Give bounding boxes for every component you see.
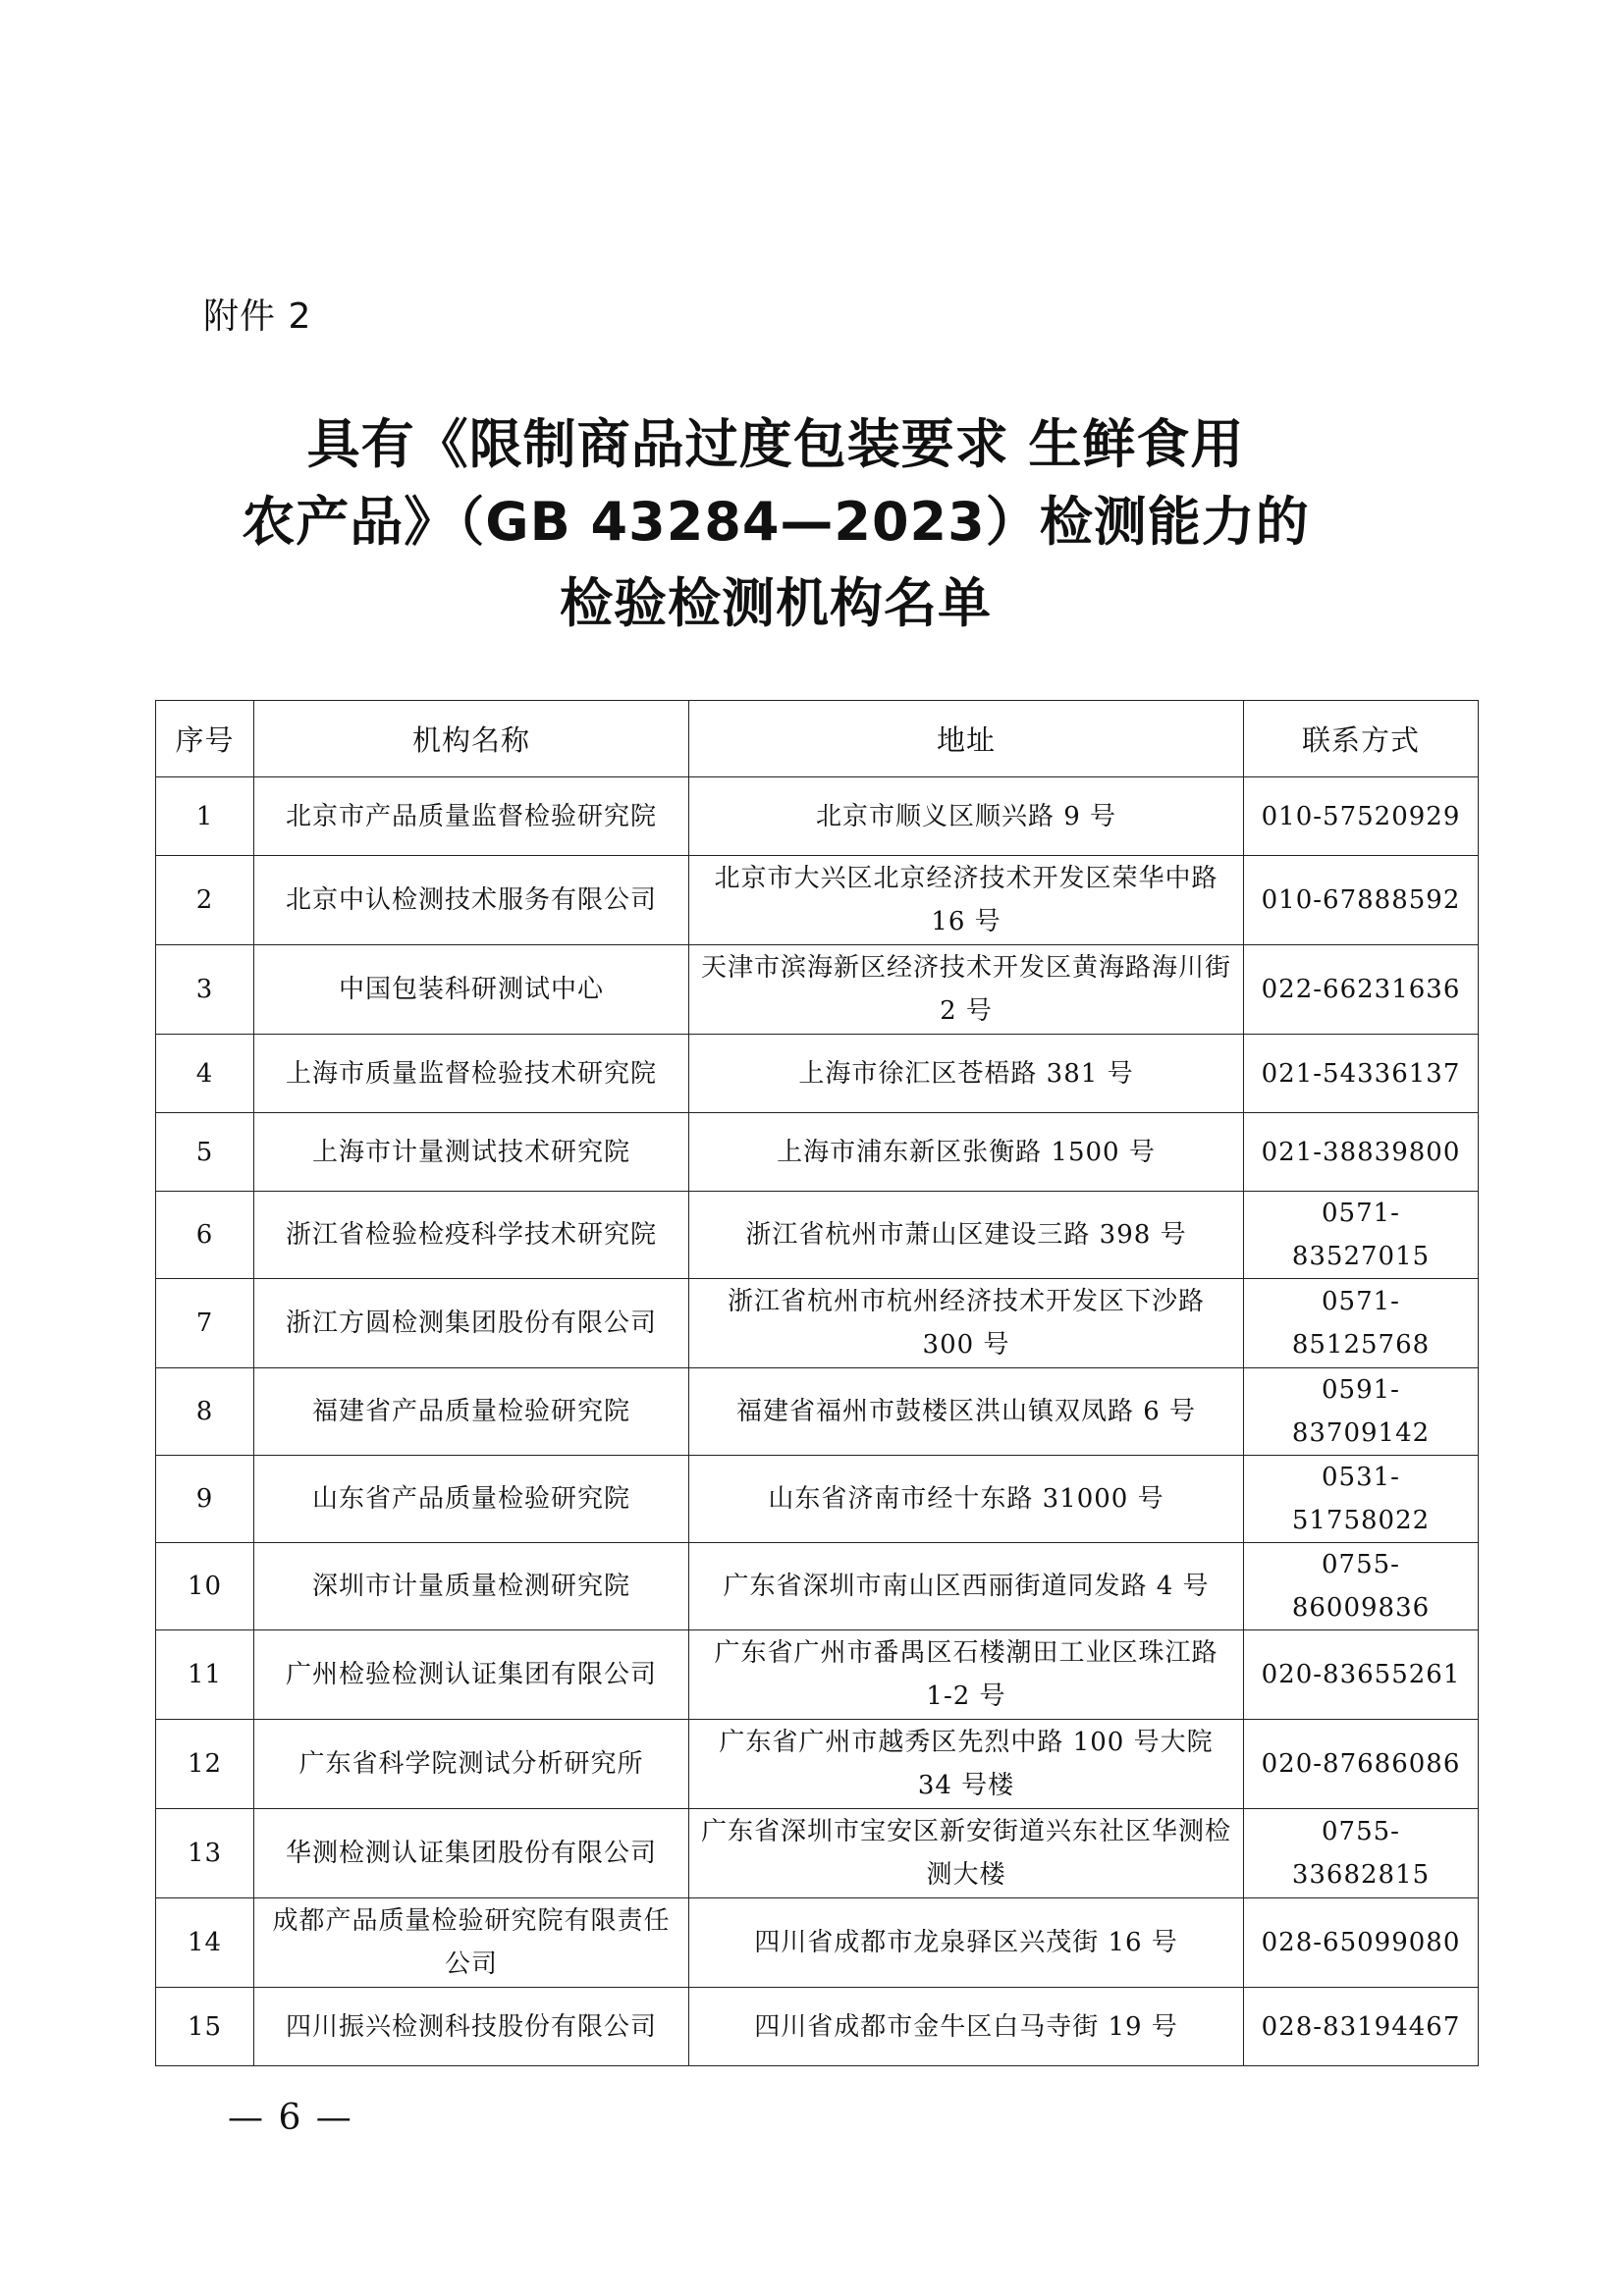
cell-name: 成都产品质量检验研究院有限责任公司 bbox=[254, 1898, 689, 1988]
cell-name: 华测检测认证集团股份有限公司 bbox=[254, 1809, 689, 1898]
page-number: — 6 — bbox=[228, 2098, 353, 2138]
cell-phone: 028-83194467 bbox=[1244, 1988, 1479, 2066]
header-address: 地址 bbox=[689, 701, 1244, 777]
table-row bbox=[156, 777, 1479, 856]
cell-phone: 021-38839800 bbox=[1244, 1113, 1479, 1192]
table-row bbox=[156, 945, 1479, 1035]
cell-name: 深圳市计量质量检测研究院 bbox=[254, 1543, 689, 1630]
table-row bbox=[156, 1630, 1479, 1720]
cell-address: 四川省成都市金牛区白马寺街 19 号 bbox=[689, 1988, 1244, 2066]
cell-address: 北京市顺义区顺兴路 9 号 bbox=[689, 777, 1244, 856]
cell-phone: 022-66231636 bbox=[1244, 945, 1479, 1035]
cell-phone: 021-54336137 bbox=[1244, 1035, 1479, 1113]
document-title-line-2: 农产品》（GB 43284—2023）检测能力的 bbox=[242, 491, 1310, 553]
table-row bbox=[156, 1113, 1479, 1192]
cell-address: 山东省济南市经十东路 31000 号 bbox=[689, 1456, 1244, 1543]
table-row bbox=[156, 1720, 1479, 1809]
cell-seq: 3 bbox=[156, 945, 254, 1035]
cell-name: 山东省产品质量检验研究院 bbox=[254, 1456, 689, 1543]
cell-phone: 010-67888592 bbox=[1244, 856, 1479, 945]
cell-address: 北京市大兴区北京经济技术开发区荣华中路 16 号 bbox=[689, 856, 1244, 945]
cell-seq: 15 bbox=[156, 1988, 254, 2066]
cell-seq: 13 bbox=[156, 1809, 254, 1898]
cell-name: 广州检验检测认证集团有限公司 bbox=[254, 1630, 689, 1720]
cell-seq: 5 bbox=[156, 1113, 254, 1192]
cell-name: 北京中认检测技术服务有限公司 bbox=[254, 856, 689, 945]
cell-seq: 10 bbox=[156, 1543, 254, 1630]
table-row bbox=[156, 1809, 1479, 1898]
cell-address: 上海市浦东新区张衡路 1500 号 bbox=[689, 1113, 1244, 1192]
cell-phone: 0755-86009836 bbox=[1244, 1543, 1479, 1630]
cell-phone: 010-57520929 bbox=[1244, 777, 1479, 856]
table-row bbox=[156, 1456, 1479, 1543]
cell-phone: 020-87686086 bbox=[1244, 1720, 1479, 1809]
cell-seq: 4 bbox=[156, 1035, 254, 1113]
document-title-line-1: 具有《限制商品过度包装要求 生鲜食用 bbox=[306, 413, 1245, 475]
cell-name: 上海市计量测试技术研究院 bbox=[254, 1113, 689, 1192]
cell-address: 福建省福州市鼓楼区洪山镇双凤路 6 号 bbox=[689, 1368, 1244, 1456]
cell-address: 广东省深圳市宝安区新安街道兴东社区华测检测大楼 bbox=[689, 1809, 1244, 1898]
cell-address: 广东省深圳市南山区西丽街道同发路 4 号 bbox=[689, 1543, 1244, 1630]
cell-seq: 11 bbox=[156, 1630, 254, 1720]
cell-address: 广东省广州市越秀区先烈中路 100 号大院 34 号楼 bbox=[689, 1720, 1244, 1809]
table-row bbox=[156, 1192, 1479, 1279]
table-row bbox=[156, 1368, 1479, 1456]
cell-name: 广东省科学院测试分析研究所 bbox=[254, 1720, 689, 1809]
institution-table bbox=[155, 700, 1479, 2066]
attachment-label: 附件 2 bbox=[203, 296, 312, 337]
cell-phone: 0755-33682815 bbox=[1244, 1809, 1479, 1898]
cell-address: 广东省广州市番禺区石楼潮田工业区珠江路 1-2 号 bbox=[689, 1630, 1244, 1720]
table-row bbox=[156, 856, 1479, 945]
header-seq: 序号 bbox=[156, 701, 254, 777]
cell-seq: 1 bbox=[156, 777, 254, 856]
table-row bbox=[156, 1279, 1479, 1368]
table-row bbox=[156, 1035, 1479, 1113]
cell-name: 浙江方圆检测集团股份有限公司 bbox=[254, 1279, 689, 1368]
header-contact: 联系方式 bbox=[1244, 701, 1479, 777]
cell-name: 浙江省检验检疫科学技术研究院 bbox=[254, 1192, 689, 1279]
cell-seq: 6 bbox=[156, 1192, 254, 1279]
cell-phone: 028-65099080 bbox=[1244, 1898, 1479, 1988]
table-row bbox=[156, 1543, 1479, 1630]
cell-seq: 2 bbox=[156, 856, 254, 945]
cell-seq: 12 bbox=[156, 1720, 254, 1809]
cell-seq: 8 bbox=[156, 1368, 254, 1456]
cell-name: 北京市产品质量监督检验研究院 bbox=[254, 777, 689, 856]
cell-name: 上海市质量监督检验技术研究院 bbox=[254, 1035, 689, 1113]
cell-seq: 9 bbox=[156, 1456, 254, 1543]
cell-address: 浙江省杭州市萧山区建设三路 398 号 bbox=[689, 1192, 1244, 1279]
cell-phone: 0531-51758022 bbox=[1244, 1456, 1479, 1543]
cell-phone: 0571-85125768 bbox=[1244, 1279, 1479, 1368]
table-row bbox=[156, 1988, 1479, 2066]
cell-name: 福建省产品质量检验研究院 bbox=[254, 1368, 689, 1456]
document-title-line-3: 检验检测机构名单 bbox=[560, 572, 992, 634]
cell-address: 浙江省杭州市杭州经济技术开发区下沙路 300 号 bbox=[689, 1279, 1244, 1368]
table-header-row bbox=[156, 701, 1479, 777]
cell-name: 中国包装科研测试中心 bbox=[254, 945, 689, 1035]
cell-name: 四川振兴检测科技股份有限公司 bbox=[254, 1988, 689, 2066]
cell-seq: 7 bbox=[156, 1279, 254, 1368]
cell-phone: 0571-83527015 bbox=[1244, 1192, 1479, 1279]
cell-seq: 14 bbox=[156, 1898, 254, 1988]
header-name: 机构名称 bbox=[254, 701, 689, 777]
cell-phone: 0591-83709142 bbox=[1244, 1368, 1479, 1456]
cell-phone: 020-83655261 bbox=[1244, 1630, 1479, 1720]
table-row bbox=[156, 1898, 1479, 1988]
cell-address: 上海市徐汇区苍梧路 381 号 bbox=[689, 1035, 1244, 1113]
cell-address: 四川省成都市龙泉驿区兴茂街 16 号 bbox=[689, 1898, 1244, 1988]
cell-address: 天津市滨海新区经济技术开发区黄海路海川街 2 号 bbox=[689, 945, 1244, 1035]
